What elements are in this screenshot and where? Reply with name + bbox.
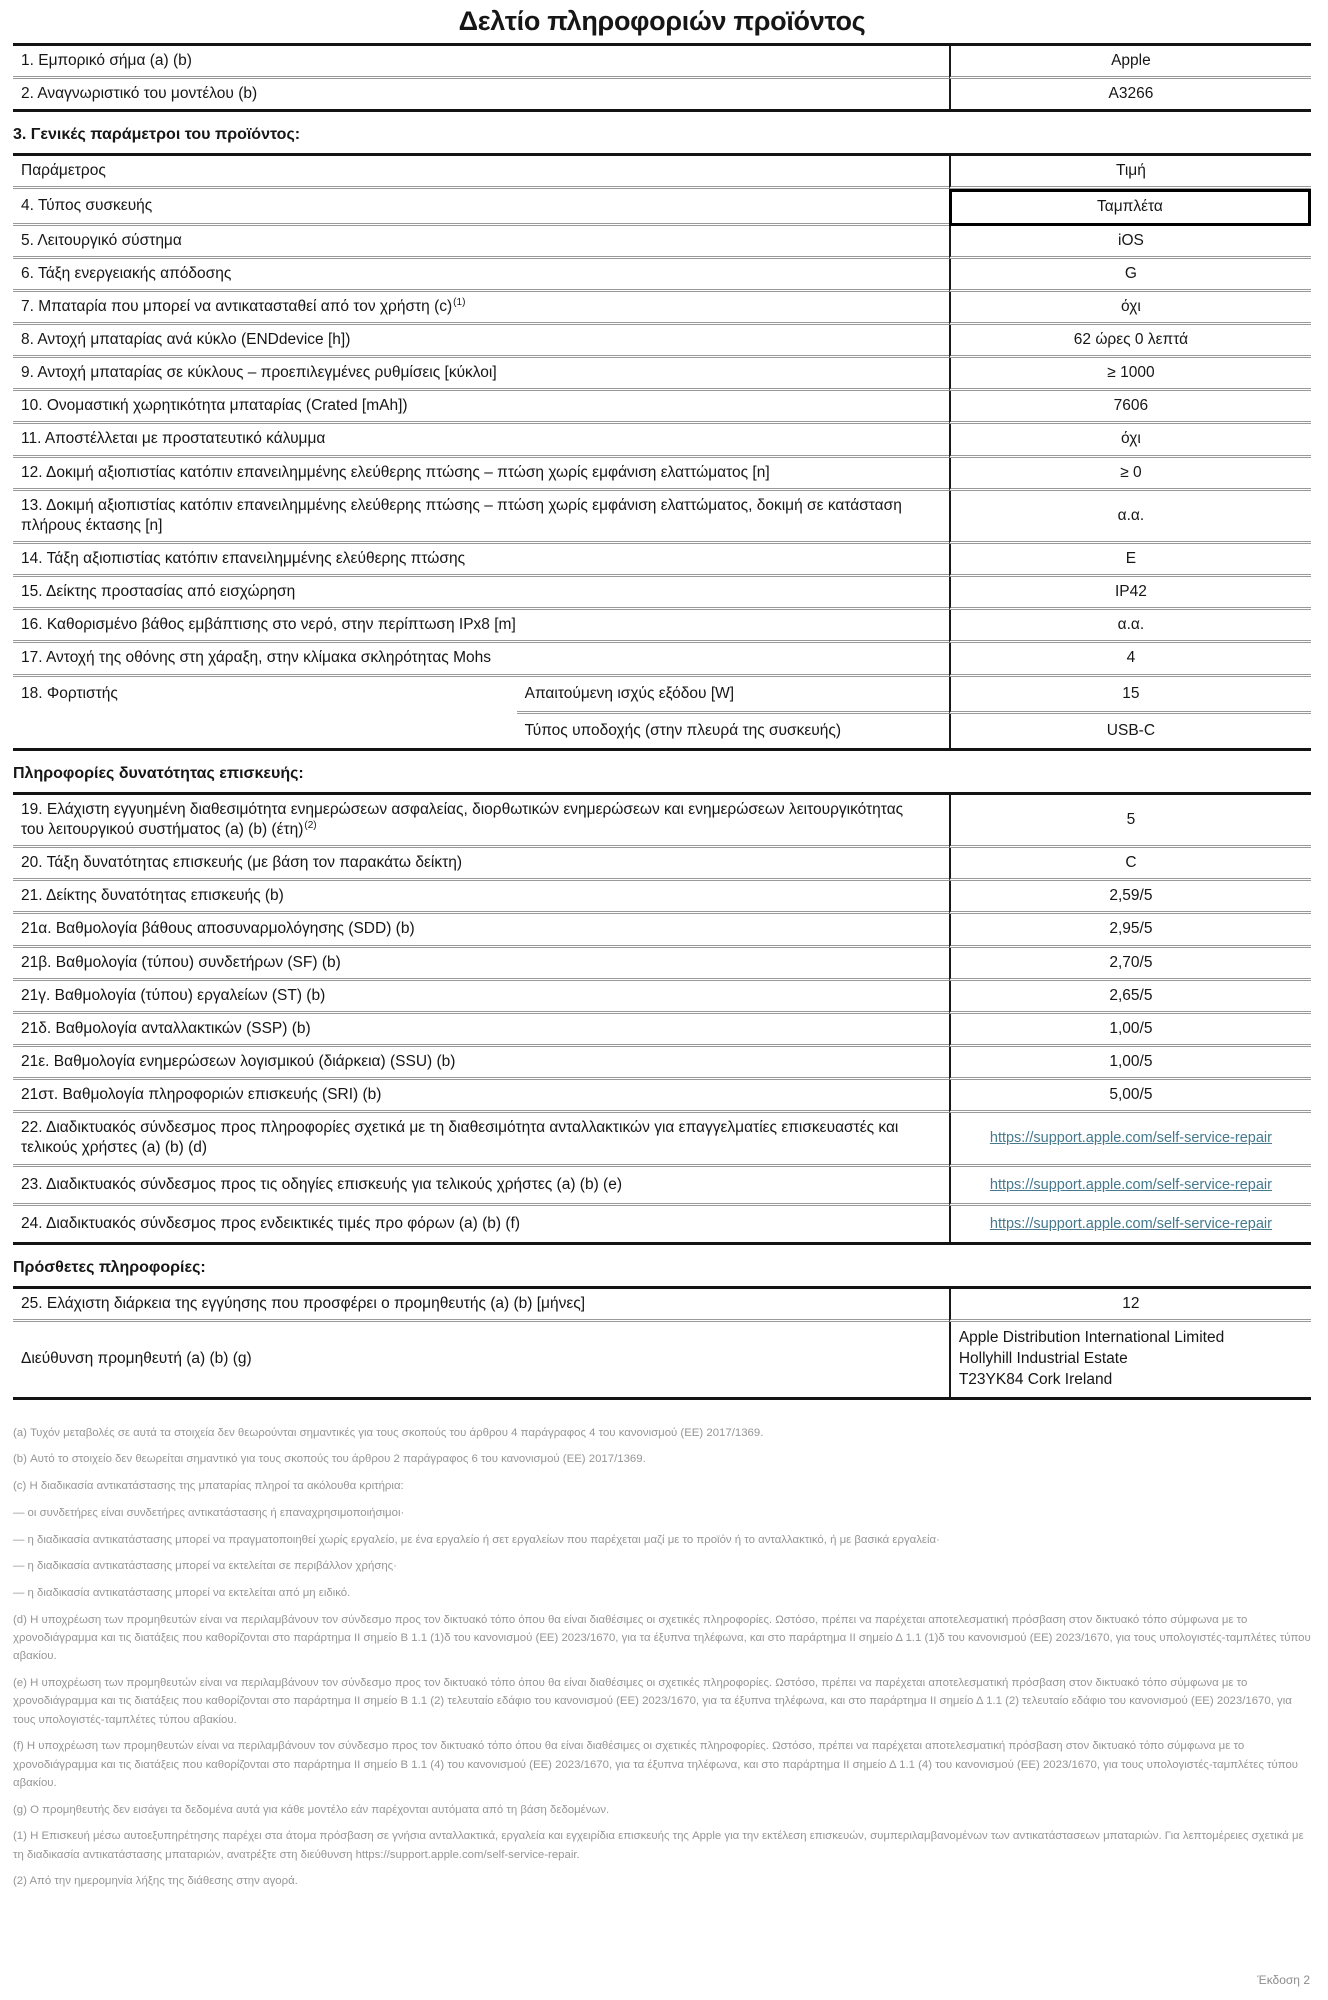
row-value: E [949,544,1311,577]
footnote: (e) Η υποχρέωση των προμηθευτών είναι να περιλαμβάνουν τον σύνδεσμο προς τον δικτυακό τόπο όπου θα είναι διαθέσιμες οι σχετικές πληροφορίες. Ωστόσο, πρέπει να παρέχεται αποτελεσματική πρόσβαση στον δικτυακό τόπο σύμφωνα με το χρονοδιάγραμμα και τις διατάξεις που καθορίζονται στο παράρτημα II σημείο Β 1.1 (2) τελευταίο εδάφιο του κανονισμού (ΕΕ) 2023/1670, για τα έξυπνα τηλέφωνα, και στο παράρτημα II σημείο Δ 1.1 (2) τελευταίο εδάφιο του κανονισμού (ΕΕ) 2023/1670, για τους υπολογιστές-ταμπλέτες τύπου αβακίου. [13,1677,1292,1726]
row-label: 13. Δοκιμή αξιοπιστίας κατόπιν επανειλημμένης ελεύθερης πτώσης – πτώση χωρίς εμφάνιση ελαττώματος, δοκιμή σε κατάσταση πλήρους έκτασης [n] [13,491,949,544]
table-row [13,226,1311,259]
row-value: G [949,259,1311,292]
row-label: 5. Λειτουργικό σύστημα [13,226,949,259]
row-label: 21γ. Βαθμολογία (τύπου) εργαλείων (ST) (b) [13,981,949,1014]
table-row [13,1167,1311,1206]
row-value: 1,00/5 [949,1014,1311,1047]
table-header-row [13,156,1311,189]
table-row [13,795,1311,848]
row-label: 21β. Βαθμολογία (τύπου) συνδετήρων (SF) (b) [13,948,949,981]
table-row [13,881,1311,914]
table-row [13,424,1311,457]
address-line: T23YK84 Cork Ireland [958,1370,1113,1388]
table-row [13,610,1311,643]
row-label: 2. Αναγνωριστικό του μοντέλου (b) [21,85,258,103]
table-row [13,848,1311,881]
supplier-address [949,1322,1311,1397]
row-label: 21ε. Βαθμολογία ενημερώσεων λογισμικού (διάρκεια) (SSU) (b) [13,1047,949,1080]
row-value [949,1167,1311,1206]
row-value: 2,70/5 [949,948,1311,981]
row-value: 2,95/5 [949,914,1311,947]
row-label: 20. Τάξη δυνατότητας επισκευής (με βάση τον παρακάτω δείκτη) [13,848,949,881]
charger-row [13,677,1311,748]
row-label: 18. Φορτιστής [21,684,118,702]
row-value: α.α. [949,610,1311,643]
row-label: 25. Ελάχιστη διάρκεια της εγγύησης που προσφέρει ο προμηθευτής (a) (b) [μήνες] [13,1289,949,1322]
footnotes [13,1424,1311,1891]
row-value [949,1113,1311,1166]
charger-sub-label: Απαιτούμενη ισχύς εξόδου [W] [517,677,949,714]
section-heading-additional: Πρόσθετες πληροφορίες: [13,1258,206,1276]
row-label: 11. Αποστέλλεται με προστατευτικό κάλυμμα [13,424,949,457]
row-label: 1. Εμπορικό σήμα (a) (b) [13,46,949,79]
row-value: 5 [949,795,1311,848]
table-row [13,1080,1311,1113]
footnote: — η διαδικασία αντικατάστασης μπορεί να εκτελείται από μη ειδικό. [13,1587,351,1600]
row-label: 21. Δείκτης δυνατότητας επισκευής (b) [13,881,949,914]
table-row [13,643,1311,676]
row-label: 16. Καθορισμένο βάθος εμβάπτισης στο νερό, στην περίπτωση IPx8 [m] [13,610,949,643]
table-row [13,1289,1311,1322]
table-row [13,79,1311,109]
footnote: (g) Ο προμηθευτής δεν εισάγει τα δεδομένα αυτά για κάθε μοντέλο εάν παρέχονται αυτόματα από τη βάση δεδομένων. [13,1803,610,1816]
charger-sub-label: Τύπος υποδοχής (στην πλευρά της συσκευής) [524,721,841,739]
row-label: 22. Διαδικτυακός σύνδεσμος προς πληροφορίες σχετικά με τη διαθεσιμότητα ανταλλακτικών για επαγγελματίες επισκευαστές και τελικούς χρήστες (a) (b) (d) [13,1113,949,1166]
section-heading-general: 3. Γενικές παράμετροι του προϊόντος: [13,126,301,144]
footnote: (c) Η διαδικασία αντικατάστασης της μπαταρίας πληροί τα ακόλουθα κριτήρια: [13,1480,404,1493]
table-row [13,577,1311,610]
table-row [13,391,1311,424]
supplier-address-row [13,1322,1311,1397]
row-value [949,1206,1311,1242]
row-value: ≥ 1000 [949,358,1311,391]
row-value: A3266 [949,79,1311,109]
footnote: (d) Η υποχρέωση των προμηθευτών είναι να περιλαμβάνουν τον σύνδεσμο προς τον δικτυακό τόπο όπου θα είναι διαθέσιμες οι σχετικές πληροφορίες. Ωστόσο, πρέπει να παρέχεται αποτελεσματική πρόσβαση στον δικτυακό τόπο σύμφωνα με το χρονοδιάγραμμα και τις διατάξεις που καθορίζονται στο παράρτημα II σημείο Β 1.1 (1)δ του κανονισμού (ΕΕ) 2023/1670, για τα έξυπνα τηλέφωνα, και στο παράρτημα II σημείο Δ 1.1 (1)δ του κανονισμού (ΕΕ) 2023/1670, για τους υπολογιστές-ταμπλέτες τύπου αβακίου. [13,1613,1311,1663]
row-label: 21στ. Βαθμολογία πληροφοριών επισκευής (SRI) (b) [13,1080,949,1113]
table-row [13,1047,1311,1080]
footnote: (b) Αυτό το στοιχείο δεν θεωρείται σημαντικό για τους σκοπούς του άρθρου 2 παράγραφος 6 του κανονισμού (ΕΕ) 2017/1369. [13,1453,646,1466]
row-value: 62 ώρες 0 λεπτά [949,325,1311,358]
row-label: 7. Μπαταρία που μπορεί να αντικατασταθεί από τον χρήστη $(c)^{(1)}$ [13,292,949,325]
table-row [13,189,1311,225]
column-header-parameter: Παράμετρος [13,156,949,189]
column-header-value: Τιμή [949,156,1311,189]
table-row [13,358,1311,391]
table-row [13,325,1311,358]
row-value: 2,65/5 [949,981,1311,1014]
table-row [13,292,1311,325]
row-label: 21δ. Βαθμολογία ανταλλακτικών (SSP) (b) [13,1014,949,1047]
row-value: iOS [949,226,1311,259]
row-label: 14. Τάξη αξιοπιστίας κατόπιν επανειλημμένης ελεύθερης πτώσης [13,544,949,577]
row-label: Διεύθυνση προμηθευτή (a) (b) (g) [21,1350,252,1368]
row-label: 23. Διαδικτυακός σύνδεσμος προς τις οδηγίες επισκευής για τελικούς χρήστες (a) (b) (e) [13,1167,949,1206]
general-parameters-table [13,153,1311,751]
footnote: — η διαδικασία αντικατάστασης μπορεί να εκτελείται σε περιβάλλον χρήσης· [13,1560,397,1573]
charger-sub-value: 15 [949,677,1311,714]
version-label: Έκδοση 2 [1257,1973,1310,1987]
row-label: 19. Ελάχιστη εγγυημένη διαθεσιμότητα ενημερώσεων ασφαλείας, διορθωτικών ενημερώσεων και ενημερώσεων λειτουργικότητας του λειτουργικού συστήματος (a) (b) $(έ\tau\eta)^{(2)}$ [13,795,949,848]
row-value: IP42 [949,577,1311,610]
section-heading-repair: Πληροφορίες δυνατότητας επισκευής: [13,764,304,782]
footnote: — η διαδικασία αντικατάστασης μπορεί να πραγματοποιηθεί χωρίς εργαλείο, με ένα εργαλείο ή σετ εργαλείων που παρέχεται μαζί με το προϊόν ή το ανταλλακτικό, ή με βασικά εργαλεία· [13,1533,940,1546]
row-label: 6. Τάξη ενεργειακής απόδοσης [13,259,949,292]
page-title: Δελτίο πληροφοριών προϊόντος [458,6,866,36]
footnote: (f) Η υποχρέωση των προμηθευτών είναι να περιλαμβάνουν τον σύνδεσμο προς τον δικτυακό τόπο όπου θα είναι διαθέσιμες οι σχετικές πληροφορίες. Ωστόσο, πρέπει να παρέχεται αποτελεσματική πρόσβαση στον δικτυακό τόπο σύμφωνα με το χρονοδιάγραμμα και τις διατάξεις που καθορίζονται στο παράρτημα II σημείο Β 1.1 (4) του κανονισμού (ΕΕ) 2023/1670, για τα έξυπνα τηλέφωνα, και στο παράρτημα II σημείο Δ 1.1 (4) του κανονισμού (ΕΕ) 2023/1670, για τους υπολογιστές-ταμπλέτες τύπου αβακίου. [13,1740,1299,1789]
row-value: ≥ 0 [949,458,1311,491]
footnote: — οι συνδετήρες είναι συνδετήρες αντικατάστασης ή επαναχρησιμοποιήσιμοι· [13,1506,405,1519]
row-value: όχι [949,424,1311,457]
repair-link[interactable]: https://support.apple.com/self-service-repair [989,1130,1272,1147]
address-line: Hollyhill Industrial Estate [958,1349,1128,1367]
row-value: Ταμπλέτα [949,189,1311,225]
row-label: 17. Αντοχή της οθόνης στη χάραξη, στην κλίμακα σκληρότητας Mohs [13,643,949,676]
additional-information-table [13,1286,1311,1400]
row-label: 12. Δοκιμή αξιοπιστίας κατόπιν επανειλημμένης ελεύθερης πτώσης – πτώση χωρίς εμφάνιση ελαττώματος [n] [13,458,949,491]
address-line: Apple Distribution International Limited [958,1328,1225,1346]
brand-model-table [13,43,1311,112]
row-value: 7606 [949,391,1311,424]
row-label: 9. Αντοχή μπαταρίας σε κύκλους – προεπιλεγμένες ρυθμίσεις [κύκλοι] [13,358,949,391]
row-label: 21α. Βαθμολογία βάθους αποσυναρμολόγησης (SDD) (b) [13,914,949,947]
table-row [13,1014,1311,1047]
charger-sub-value: USB-C [949,714,1311,748]
footnote: (2) Από την ημερομηνία λήξης της διάθεσης στην αγορά. [13,1875,298,1888]
row-value: 5,00/5 [949,1080,1311,1113]
table-row [13,458,1311,491]
row-value: 4 [949,643,1311,676]
row-value: α.α. [949,491,1311,544]
row-label: 8. Αντοχή μπαταρίας ανά κύκλο (ENDdevice [h]) [13,325,949,358]
repair-link[interactable]: https://support.apple.com/self-service-repair [989,1176,1272,1193]
footnote: (1) Η Επισκευή μέσω αυτοεξυπηρέτησης παρέχει στα άτομα πρόσβαση σε γνήσια ανταλλακτικά, εργαλεία και εγχειρίδια επισκευής της Apple για την εκτέλεση επισκευών, συμπεριλαμβανομένων των αντικατάστασεων μπαταριών. Για λεπτομέρειες σχετικά με τη διαδικασία αντικατάστασης μπαταριών, ανατρέξτε στη διεύθυνση https://support.apple.com/self-service-repair. [13,1830,1304,1861]
table-row [13,1113,1311,1166]
row-value: 12 [949,1289,1311,1322]
row-value: 1,00/5 [949,1047,1311,1080]
table-row [13,544,1311,577]
row-value: Apple [949,46,1311,79]
table-row [13,491,1311,544]
row-label: 10. Ονομαστική χωρητικότητα μπαταρίας (Crated [mAh]) [13,391,949,424]
repairability-table [13,792,1311,1245]
row-label: 4. Τύπος συσκευής [13,189,949,225]
table-row [13,1206,1311,1242]
table-row [13,981,1311,1014]
table-row [13,259,1311,292]
row-label: 24. Διαδικτυακός σύνδεσμος προς ενδεικτικές τιμές προ φόρων (a) (b) (f) [21,1214,521,1232]
table-row [13,948,1311,981]
row-label: 15. Δείκτης προστασίας από εισχώρηση [13,577,949,610]
table-row [13,914,1311,947]
repair-link[interactable]: https://support.apple.com/self-service-repair [989,1215,1272,1232]
table-row [13,46,1311,79]
row-value: C [949,848,1311,881]
row-value: 2,59/5 [949,881,1311,914]
row-value: όχι [949,292,1311,325]
footnote: (a) Τυχόν μεταβολές σε αυτά τα στοιχεία δεν θεωρούνται σημαντικές για τους σκοπούς του άρθρου 4 παράγραφος 4 του κανονισμού (ΕΕ) 2017/1369. [13,1426,764,1439]
